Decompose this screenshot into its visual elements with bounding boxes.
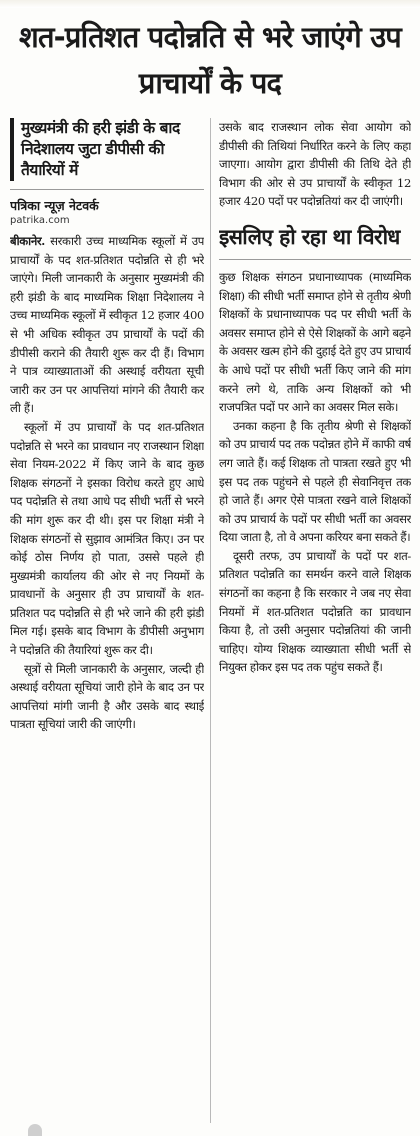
byline: पत्रिका न्यूज़ नेटवर्क	[10, 198, 99, 213]
paragraph: कुछ शिक्षक संगठन प्रधानाध्यापक (माध्यमिक शिक्षा) की सीधी भर्ती समाप्त होने से तृतीय श्रेणी शिक्षकों के प्रधानाध्यापक पद पर सीधी भर्ती के अवसर समाप्त होने से ऐसे शिक्षकों के आगे बढ़ने के अवसर खत्म होने की दुहाई देते हुए उप प्राचार्य के आधे पदों पर सीधी भर्ती किए जाने की मांग करने लगे थे, ताकि अन्य शिक्षकों को भी राजपत्रित पदों पर आने का अवसर मिल सके।	[219, 269, 411, 415]
right-intro	[219, 118, 411, 211]
deck-headline: मुख्यमंत्री की हरी झंडी के बाद निदेशालय जुटा डीपीसी की तैयारियों में	[10, 118, 204, 181]
paragraph: दूसरी तरफ, उप प्राचार्यों के पदों पर शत-प्रतिशत पदोन्नति का समर्थन करने वाले शिक्षक संगठनों का कहना है कि सरकार ने जब नए सेवा नियमों में शत-प्रतिशत पदोन्नति का प्रावधान किया है, तो उसी अनुसार पदोन्नतियां की जानी चाहिए। योग्य शिक्षक व्याख्याता सीधी भर्ती से नियुक्त होकर इस पद तक पहुंच सकते हैं।	[219, 548, 411, 675]
lead-text: सरकारी उच्च माध्यमिक स्कूलों में उप प्राचार्यों के पद शत-प्रतिशत पदोन्नति से ही भरे जाएंगे। मिली जानकारी के अनुसार मुख्यमंत्री की हरी झंडी के बाद माध्यमिक शिक्षा निदेशालय ने उच्च माध्यमिक स्कूलों में स्वीकृत 12 हजार 400 से भी अधिक स्वीकृत उप प्राचार्यों के पदों की डीपीसी कराने की तैयारी शुरू कर दी हैं। विभाग ने पात्र व्याख्याताओं की अस्थाई वरीयता सूची जारी कर उन पर आपत्तियां मांगने की तैयारी कर ली हैं।	[10, 234, 204, 416]
paragraph: सूत्रों से मिली जानकारी के अनुसार, जल्दी ही अस्थाई वरीयता सूचियां जारी होने के बाद उन पर आपत्तियां मांगी जानी है और उसके बाद स्थाई पात्रता सूचियां जारी की जाएंगी।	[10, 661, 204, 732]
column-divider	[210, 118, 211, 1123]
right-column	[219, 118, 411, 677]
paragraph-lead	[10, 232, 204, 418]
paragraph: उसके बाद राजस्थान लोक सेवा आयोग को डीपीसी की तिथियां निर्धारित करने के लिए कहा जाएगा। आयोग द्वारा डीपीसी की तिथि देते ही विभाग की ओर से उप प्राचार्यों के स्वीकृत 12 हजार 420 पदों पर पदोन्नतियां कर दी जाएंगी।	[219, 120, 411, 209]
right-body	[219, 268, 411, 677]
subheading-divider	[219, 259, 411, 260]
deck-divider	[10, 189, 204, 190]
paragraph: स्कूलों में उप प्राचार्यों के पद शत-प्रतिशत पदोन्नति से भरने का प्रावधान नए राजस्थान शिक्षा सेवा नियम-2022 में किए जाने के बाद कुछ शिक्षक संगठनों ने इसका विरोध करते हुए आधे पद पदोन्नति से तथा आधे पद सीधी भर्ती से भरने की मांग शुरू कर दी थी। इस पर शिक्षा मंत्री ने शिक्षक संगठनों से सुझाव आमंत्रित किए। उन पर कोई ठोस निर्णय हो पाता, उससे पहले ही मुख्यमंत्री कार्यालय की ओर से नए नियमों के प्रावधानों के अनुसार ही उप प्राचार्यों के शत-प्रतिशत पद पदोन्नति से ही भरे जाने की हरी झंडी मिल गई। इसके बाद विभाग के डीपीसी अनुभाग ने पदोन्नति की तैयारियां शुरू कर दी।	[10, 419, 204, 658]
left-body	[10, 232, 204, 734]
top-border	[0, 0, 420, 8]
page-edge-mark	[28, 1124, 42, 1136]
site-url: patrika.com	[10, 215, 70, 226]
left-column	[10, 118, 204, 734]
headline: शत-प्रतिशत पदोन्नति से भरे जाएंगे उप प्राचार्यों के पद	[19, 20, 401, 100]
paragraph: उनका कहना है कि तृतीय श्रेणी से शिक्षकों को उप प्राचार्य पद तक पदोन्नत होने में काफी वर्ष लग जाते हैं। कई शिक्षक तो पात्रता रखते हुए भी इस पद तक पहुंचने से पहले ही सेवानिवृत्त तक हो जाते हैं। अगर ऐसे पात्रता रखने वाले शिक्षकों को उप प्राचार्य के पदों पर सीधी भर्ती का अवसर दिया जाता है, तो वे अपना करियर बना सकते हैं।	[219, 418, 411, 545]
subheading: इसलिए हो रहा था विरोध	[219, 224, 400, 249]
dateline: बीकानेर.	[10, 234, 45, 248]
